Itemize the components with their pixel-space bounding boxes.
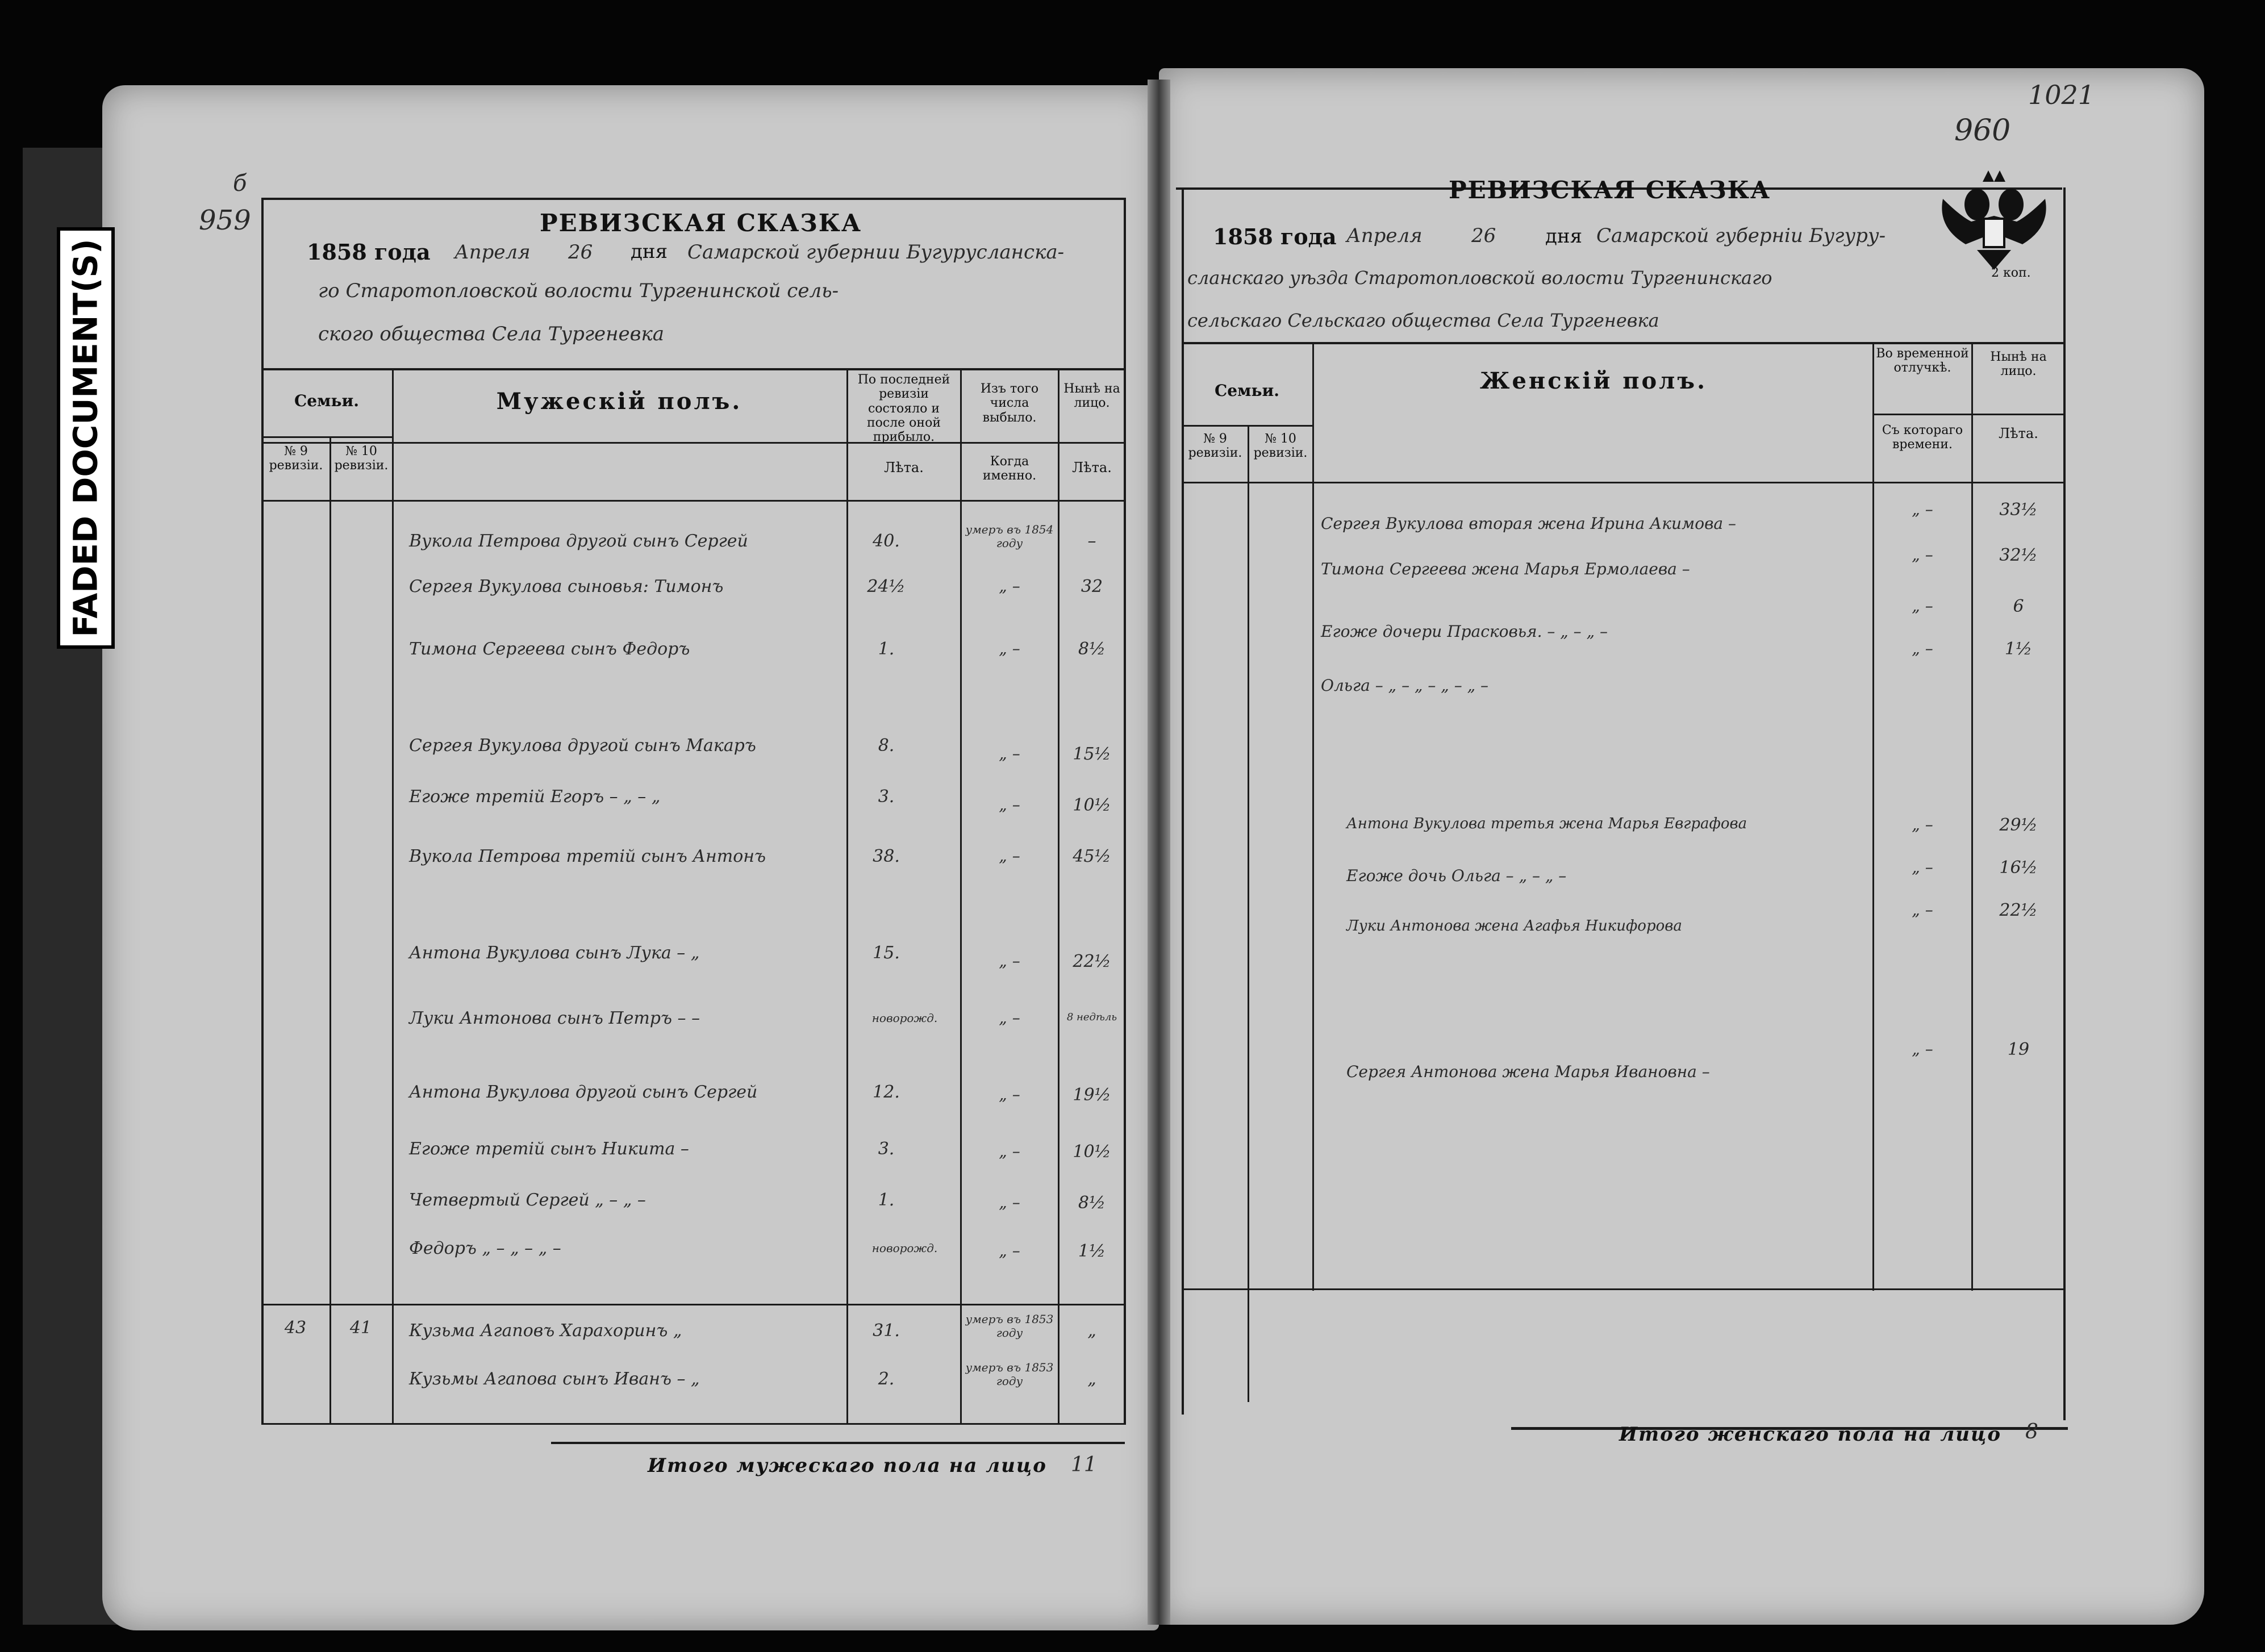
left-row-name: Сергея Вукулова сыновья: Тимонъ	[409, 577, 724, 596]
left-row-out: „ –	[999, 795, 1020, 814]
right-dnya: дня	[1545, 225, 1583, 248]
right-row-away: „ –	[1912, 639, 1933, 658]
right-row-name: Тимона Сергеева жена Марья Ермолаева –	[1321, 560, 1690, 578]
right-row-now: 16½	[1999, 858, 2038, 878]
left-total-label: Итого мужескаго пола на лицо	[648, 1454, 1047, 1477]
left-row-now: 10½	[1073, 795, 1111, 815]
left-col-9rev	[329, 436, 331, 1425]
left-row-out: „ –	[999, 1085, 1020, 1104]
right-year: 1858 года	[1213, 224, 1337, 249]
right-col-nyne-header: Нынѣ на лицо.	[1990, 350, 2047, 379]
right-folio-number: 960	[1954, 114, 2011, 148]
left-row-out: „ –	[999, 1193, 1020, 1212]
left-row-now: 15½	[1073, 744, 1111, 764]
right-col-10rev	[1312, 342, 1314, 1291]
left-row-out: „ –	[999, 952, 1020, 970]
right-stamp-price: 2 коп.	[1991, 266, 2031, 280]
left-row-name: Сергея Вукулова другой сынъ Макаръ	[409, 736, 756, 756]
left-header-line1: Самарской губернии Бугурусланска-	[687, 241, 1065, 264]
left-row-now: 10½	[1073, 1142, 1111, 1162]
left-col-lastrev-header: По последней ревизіи состояло и после оной прибыло.	[857, 373, 950, 445]
left-table-bottom	[261, 1423, 1125, 1425]
right-frame-right	[2063, 187, 2066, 1420]
left-header-bottom	[261, 500, 1125, 502]
right-row-now: 29½	[1999, 815, 2038, 835]
left-row-name: Вукола Петрова другой сынъ Сергей	[409, 531, 748, 551]
left-row-age: 2.	[878, 1369, 895, 1389]
right-frame-left	[1182, 187, 1184, 1415]
right-row-away: „ –	[1912, 596, 1933, 615]
right-table-top	[1182, 342, 2066, 344]
left-header-line2: го Старотопловской волости Тургенинской сель-	[318, 279, 839, 302]
right-semya-split	[1182, 425, 1312, 427]
left-family-separator	[261, 1304, 1125, 1305]
left-col-vybylo-header: Изъ того числа выбыло.	[980, 382, 1039, 425]
left-year: 1858 года	[307, 239, 431, 265]
left-col-10rev	[392, 368, 394, 1425]
left-month: Апреля	[454, 241, 531, 264]
left-row-age: 1.	[878, 1190, 895, 1210]
right-header-mid	[1872, 414, 2066, 415]
left-row-now: 8½	[1078, 639, 1106, 659]
left-row-age: новорожд.	[871, 1241, 938, 1255]
right-col-otluchke-header: Во временной отлучкѣ.	[1876, 347, 1969, 376]
right-header-line3: сельскаго Сельскаго общества Села Тургеневка	[1187, 310, 1659, 331]
left-folio-mark: б	[233, 170, 247, 197]
left-row-now: 19½	[1073, 1085, 1111, 1105]
left-row-name: Антона Вукулова сынъ Лука – „	[409, 943, 700, 963]
right-row-now: 1½	[2004, 639, 2033, 659]
left-row-out: „ –	[999, 577, 1020, 595]
left-row-name: Тимона Сергеева сынъ Федоръ	[409, 639, 690, 659]
right-row-name: Егоже дочери Прасковья. – „ – „ –	[1321, 622, 1608, 641]
left-semya-split	[261, 436, 392, 438]
right-total-label: Итого женскаго пола на лицо	[1619, 1423, 2002, 1446]
right-day: 26	[1471, 224, 1496, 247]
left-row-age: новорожд.	[871, 1011, 938, 1025]
right-header-line1: Самарской губерніи Бугуру-	[1596, 224, 1886, 247]
right-row-away: „ –	[1912, 545, 1933, 564]
left-row-out: „ –	[999, 1008, 1020, 1027]
left-row-name: Федоръ „ – „ – „ –	[409, 1238, 561, 1258]
left-row-name: Кузьмы Агапова сынъ Иванъ – „	[409, 1369, 700, 1389]
left-row-now: „	[1087, 1321, 1096, 1341]
left-row-now: 45½	[1073, 846, 1111, 866]
left-row-now: 8 недѣль	[1066, 1011, 1117, 1023]
left-row-now: 32	[1081, 577, 1103, 596]
right-total-value: 8	[2025, 1420, 2038, 1444]
right-row-now: 6	[2013, 596, 2024, 616]
left-row-n9: 43	[284, 1318, 307, 1338]
right-row-name: Антона Вукулова третья жена Марья Евграфова	[1346, 815, 1747, 832]
right-row-name: Сергея Вукулова вторая жена Ирина Акимова –	[1321, 514, 1736, 533]
left-row-name: Луки Антонова сынъ Петръ – –	[409, 1008, 700, 1028]
right-sub-kotorago: Съ котораго времени.	[1882, 423, 1963, 452]
left-col-10rev-header: № 10 ревизіи.	[334, 444, 389, 473]
right-col-away	[1971, 342, 1973, 1291]
left-row-now: „	[1087, 1369, 1096, 1389]
left-row-age: 3.	[878, 1139, 895, 1159]
left-col-semya-header: Семьи.	[294, 391, 359, 410]
right-header-bottom	[1182, 482, 2066, 483]
left-row-name: Егоже третій Егоръ – „ – „	[409, 787, 661, 807]
left-day: 26	[568, 241, 593, 264]
right-page	[1159, 68, 2204, 1625]
left-row-out: „ –	[999, 639, 1020, 658]
left-folio-number: 959	[199, 205, 251, 236]
right-col-10rev-header: № 10 ревизіи.	[1253, 432, 1308, 461]
right-row-now: 19	[2007, 1040, 2030, 1059]
right-row-now: 22½	[1999, 900, 2038, 920]
left-total-value: 11	[1071, 1453, 1097, 1476]
left-col-male-header: Мужескій полъ.	[496, 388, 743, 415]
left-frame-right	[1124, 198, 1126, 1425]
faded-documents-text: FADED DOCUMENT(S)	[66, 239, 106, 637]
right-row-away: „ –	[1912, 500, 1933, 519]
left-row-n10: 41	[349, 1318, 372, 1338]
left-row-out: „ –	[999, 1241, 1020, 1260]
left-row-now: 8½	[1078, 1193, 1106, 1213]
right-row-away: „ –	[1912, 815, 1933, 834]
right-folio-number-2: 1021	[2028, 80, 2095, 110]
right-col-semya-header: Семьи.	[1215, 381, 1279, 400]
left-row-out: умеръ въ 1854 году	[965, 523, 1054, 550]
right-row-now: 33½	[1999, 500, 2038, 520]
left-row-age: 8.	[878, 736, 895, 756]
right-sub-leta: Лѣта.	[1999, 425, 2038, 441]
left-col-nyne-header: Нынѣ на лицо.	[1063, 382, 1120, 411]
left-row-name: Антона Вукулова другой сынъ Сергей	[409, 1082, 758, 1102]
right-col-name	[1872, 342, 1874, 1291]
right-col-9rev-header: № 9 ревизіи.	[1188, 432, 1242, 461]
right-row-away: „ –	[1912, 858, 1933, 877]
left-row-name: Вукола Петрова третій сынъ Антонъ	[409, 846, 766, 866]
left-row-out: умеръ въ 1853 году	[965, 1361, 1054, 1388]
left-sub-leta: Лѣта.	[884, 460, 924, 475]
left-row-age: 31.	[873, 1321, 900, 1341]
book-gutter	[1148, 80, 1170, 1625]
left-frame-top	[261, 198, 1125, 200]
right-col-9rev	[1248, 425, 1249, 1402]
left-row-age: 38.	[873, 846, 900, 866]
left-col-name	[846, 368, 848, 1425]
left-row-name: Кузьма Агаповъ Харахоринъ „	[409, 1321, 682, 1341]
left-total-rule	[551, 1442, 1125, 1444]
right-row-away: „ –	[1912, 900, 1933, 919]
left-row-now: 1½	[1078, 1241, 1106, 1261]
left-row-name: Четвертый Сергей „ – „ –	[409, 1190, 646, 1210]
faded-documents-label	[57, 227, 115, 649]
right-header-line2: сланскаго уѣзда Старотопловской волости Тургенинскаго	[1187, 267, 1772, 289]
left-row-age: 40.	[873, 531, 900, 551]
left-row-age: 15.	[873, 943, 900, 963]
left-row-age: 3.	[878, 787, 895, 807]
left-row-out: „ –	[999, 1142, 1020, 1161]
left-row-age: 12.	[873, 1082, 900, 1102]
left-col-out	[1058, 368, 1059, 1425]
left-row-out: „ –	[999, 744, 1020, 763]
left-frame-left	[261, 198, 264, 1425]
left-row-age: 24½	[867, 577, 906, 596]
right-col-female-header: Женскій полъ.	[1479, 368, 1707, 394]
right-row-name: Егоже дочь Ольга – „ – „ –	[1346, 866, 1567, 885]
left-sub-leta2: Лѣта.	[1072, 460, 1112, 475]
left-col-age	[960, 368, 962, 1425]
right-row-name: Ольга – „ – „ – „ – „ –	[1321, 676, 1488, 695]
left-page-title: РЕВИЗСКАЯ СКАЗКА	[540, 209, 862, 237]
right-row-name: Луки Антонова жена Агафья Никифорова	[1346, 917, 1682, 935]
right-page-title: РЕВИЗСКАЯ СКАЗКА	[1449, 176, 1771, 204]
left-row-age: 1.	[878, 639, 895, 659]
right-row-name: Сергея Антонова жена Марья Ивановна –	[1346, 1062, 1710, 1081]
left-header-line3: ского общества Села Тургеневка	[318, 323, 665, 345]
left-row-out: умеръ въ 1853 году	[965, 1312, 1054, 1340]
left-dnya: дня	[631, 240, 668, 263]
left-row-out: „ –	[999, 846, 1020, 865]
left-row-now: –	[1087, 531, 1096, 551]
right-table-bottom	[1182, 1288, 2066, 1290]
right-month: Апреля	[1346, 224, 1423, 247]
left-header-mid	[261, 442, 1125, 444]
left-col-9rev-header: № 9 ревизіи.	[269, 444, 323, 473]
left-table-top	[261, 368, 1125, 370]
right-row-away: „ –	[1912, 1040, 1933, 1058]
left-row-name: Егоже третій сынъ Никита –	[409, 1139, 689, 1159]
left-sub-kogda: Когда именно.	[982, 454, 1037, 483]
right-row-now: 32½	[1999, 545, 2038, 565]
left-row-now: 22½	[1073, 952, 1111, 971]
